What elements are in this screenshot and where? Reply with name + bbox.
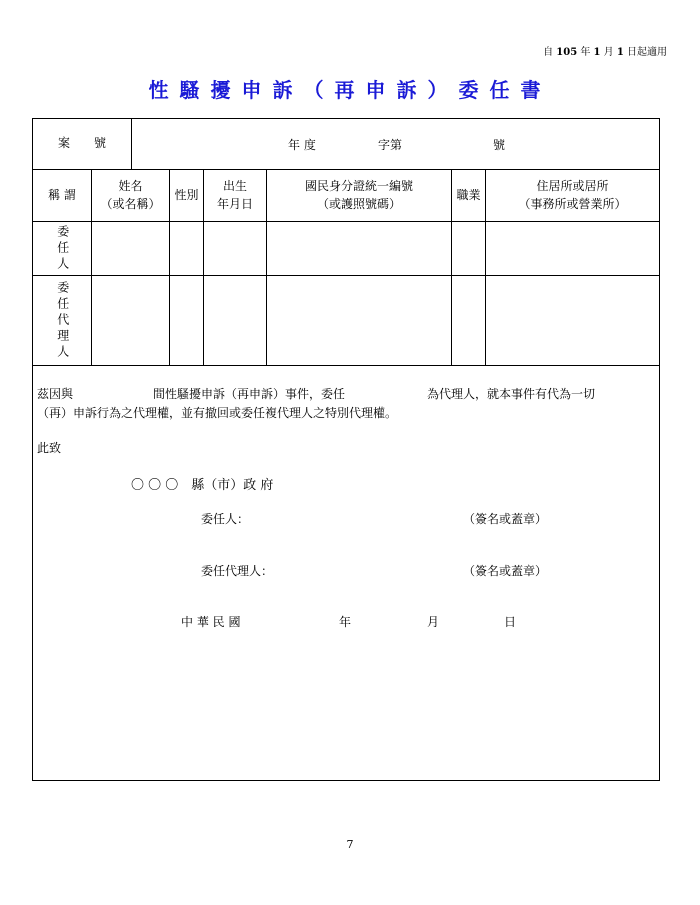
date-year: 年 [339,615,352,629]
agent-sign-note[interactable]: （簽名或蓋章） [463,564,548,578]
header-name [92,170,170,222]
principal-birth-cell[interactable] [204,222,267,276]
salutation: 此致 [37,441,62,455]
agent-address-cell[interactable] [486,276,659,366]
header-birth-l2: 年月日 [216,196,253,211]
principal-name-cell[interactable] [92,222,170,276]
header-id [267,170,452,222]
para-seg2: 間性騷擾申訴（再申訴）事件，委任 [153,387,346,401]
agent-job-cell[interactable] [452,276,486,366]
date-day: 日 [504,615,517,629]
row-agent-text: 委任代理人 [55,280,70,361]
date-era: 中 華 民 國 [181,615,241,629]
para-seg1: 茲因與 [37,387,74,401]
principal-id-cell[interactable] [267,222,452,276]
header-job [452,170,486,222]
form-title: 性騷擾申訴（再申訴）委任書 [148,78,552,102]
header-address-l2: （事務所或營業所） [518,196,627,211]
header-name-l2: （或名稱） [100,196,161,211]
header-address [486,170,659,222]
principal-signature-label: 委任人： [201,512,250,526]
authorization-paragraph [37,385,657,423]
principal-job-cell[interactable] [452,222,486,276]
case-number-field[interactable] [132,119,659,170]
agent-name-cell[interactable] [92,276,170,366]
agent-birth-cell[interactable] [204,276,267,366]
header-birth-l1: 出生 [222,179,247,194]
case-char-label: 字第 [378,138,403,152]
header-title [33,170,92,222]
para-line2: （再）申訴行為之代理權，並有撤回或委任複代理人之特別代理權。 [37,406,398,420]
appointment-form [32,118,660,781]
case-year-label: 年 度 [288,138,316,152]
row-principal-label [33,222,92,276]
header-job-text: 職業 [456,187,481,202]
row-principal-text: 委任人 [55,224,70,273]
principal-gender-cell[interactable] [170,222,204,276]
agent-signature-label: 委任代理人： [201,564,274,578]
agent-id-cell[interactable] [267,276,452,366]
row-agent-label [33,276,92,366]
principal-address-cell[interactable] [486,222,659,276]
principal-sign-note[interactable]: （簽名或蓋章） [463,512,548,526]
header-birth [204,170,267,222]
para-seg3: 為代理人，就本事件有代為一切 [427,387,596,401]
header-id-l1: 國民身分證統一編號 [304,179,413,194]
page-number: 7 [346,838,354,851]
agent-gender-cell[interactable] [170,276,204,366]
case-number-label-text: 案 號 [57,136,106,151]
case-num-label: 號 [493,138,506,152]
header-id-l2: （或護照號碼） [316,196,401,211]
effective-date-note: 自 105 年 1 月 1 日起適用 [543,47,667,58]
header-gender-text: 性別 [174,187,199,202]
date-month: 月 [427,615,440,629]
case-number-label [33,119,132,170]
header-title-text: 稱 謂 [48,187,76,202]
recipient-government: 〇 〇 〇 縣（市）政 府 [131,478,274,493]
header-gender [170,170,204,222]
header-name-l1: 姓名 [118,179,143,194]
header-address-l1: 住居所或居所 [536,179,609,194]
